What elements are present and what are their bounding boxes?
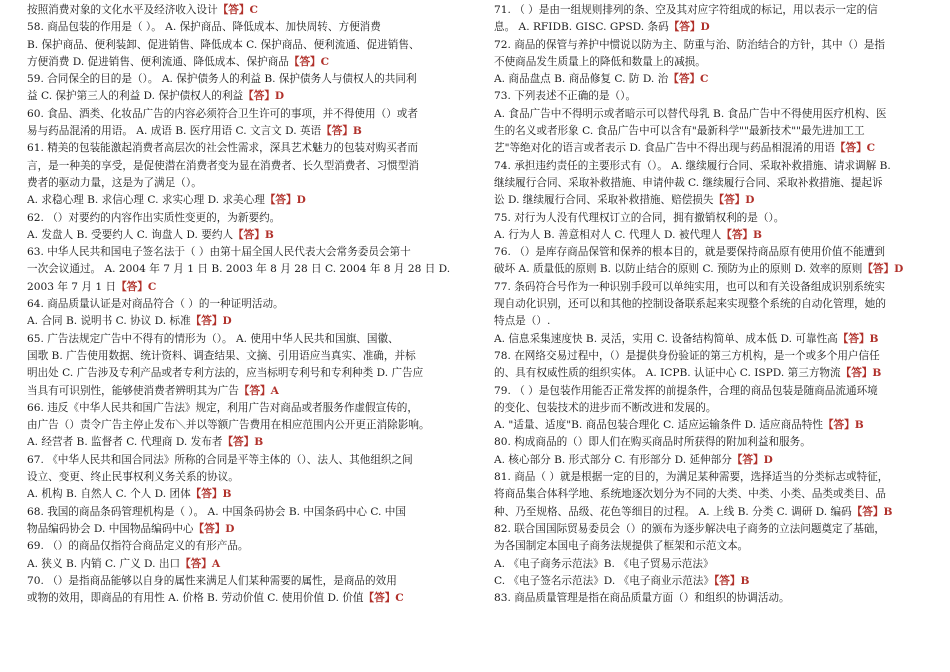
question-text: 益 C. 保护第三人的利益 D. 保护债权人的利益 <box>27 90 244 103</box>
question-text: 物品编码协会 D. 中国物品编码中心 <box>27 522 194 535</box>
question-line <box>27 2 465 19</box>
question-text: 62. （）对要约的内容作出实质性变更的，为新要约。 <box>27 211 281 224</box>
question-line <box>494 469 934 486</box>
question-text: 的、具有权威性质的组织实体。 A. ICPB. 认证中心 C. ISPD. 第三方物流 <box>494 367 841 380</box>
question-text: A. 《电子商务示范法》B. 《电子贸易示范法》 <box>494 557 714 570</box>
question-line <box>494 54 934 71</box>
question-line <box>27 140 465 157</box>
question-line <box>494 244 934 261</box>
question-text: 72. 商品的保管与养护中惯说以防为主、防重与治、防治结合的方针，其中（）是指 <box>494 38 885 51</box>
question-line <box>27 279 465 296</box>
question-line <box>494 556 934 573</box>
question-text: 继续履行合同、采取补救措施、申请仲裁 C. 继续履行合同、采取补救措施、提起诉 <box>494 176 883 189</box>
question-line <box>27 590 465 607</box>
question-text: 71. （ ）是由一组规则排列的条、空及其对应字符组成的标记，用以表示一定的信 <box>494 4 878 16</box>
question-text: 79. （ ）是包装作用能否正常发挥的前提条件，合理的商品包装是随商品流通环境 <box>494 384 878 397</box>
answer-label: 【答】C <box>363 592 404 605</box>
question-line <box>27 400 465 417</box>
question-line <box>27 538 465 555</box>
question-line <box>494 383 934 400</box>
question-line <box>27 158 465 175</box>
question-text: 按照消费对象的文化水平及经济收入设计 <box>27 4 218 16</box>
question-line <box>494 434 934 451</box>
question-line <box>494 192 934 209</box>
question-text: 66. 违反《中华人民共和国广告法》规定，利用广告对商品或者服务作虚假宣传的， <box>27 401 418 414</box>
answer-label: 【答】D <box>713 194 755 207</box>
question-text: 60. 食品、酒类、化妆品广告的内容必须符合卫生许可的事项，并不得使用（）或者 <box>27 107 418 120</box>
answer-label: 【答】B <box>190 488 232 501</box>
question-line <box>27 296 465 313</box>
question-text: 明出处 C. 广告涉及专利产品或者专利方法的，应当标明专利号和专利种类 D. 广告应 <box>27 367 424 380</box>
question-text: 77. 条码符合号作为一种识别手段可以单纯实用，也可以和有关设备组成识别系统实 <box>494 280 885 293</box>
question-line <box>27 504 465 521</box>
question-text: 70. （）是指商品能够以自身的属性来满足人们某种需要的属性，是商品的效用 <box>27 574 397 587</box>
question-line <box>27 331 465 348</box>
question-line <box>494 573 934 590</box>
question-text: 生的名义或者形象 C. 食品广告中可以含有"最新科学""最新技术""最先进加工工 <box>494 125 865 138</box>
answer-label: 【答】B <box>822 419 864 432</box>
question-line <box>494 400 934 417</box>
question-text: 68. 我国的商品条码管理机构是（ ）。 A. 中国条码协会 B. 中国条码中心 C. 中国 <box>27 505 406 518</box>
question-text: 为各国制定本国电子商务法规提供了框架和示范文本。 <box>494 540 749 553</box>
question-text: 59. 合同保全的目的是（）。 A. 保护债务人的利益 B. 保护债务人与债权人的共同利 <box>27 73 417 86</box>
question-text: 一次会议通过。 A. 2004 年 7 月 1 日 B. 2003 年 8 月 28 日 C. 2004 年 8 月 28 日 D. <box>27 263 451 276</box>
answer-label: 【答】C <box>288 55 330 68</box>
question-line <box>494 19 934 36</box>
question-text: 现自动化识别，还可以和其他的控制设备联系起来实现整个系统的自动化管理，她的 <box>494 298 886 311</box>
answer-label: 【答】D <box>668 21 710 34</box>
question-line <box>27 521 465 538</box>
question-text: 方便消费 D. 促进销售、便利流通、降低成本、保护商品 <box>27 55 289 68</box>
question-line <box>494 538 934 555</box>
question-line <box>494 452 934 469</box>
question-text: 81. 商品（ ）就是根据一定的目的，为满足某种需要，选择适当的分类标志或特征， <box>494 471 889 484</box>
question-text: 将商品集合体科学地、系统地逐次划分为不同的大类、中类、小类、品类或类目、品 <box>494 488 886 501</box>
question-line <box>27 175 465 192</box>
question-line <box>494 88 934 105</box>
question-text: 67. 《中华人民共和国合同法》所称的合同是平等主体的（）、法人、其他组织之间 <box>27 453 413 466</box>
question-text: 不使商品发生质量上的降低和数量上的减损。 <box>494 55 706 68</box>
question-text: 75. 对行为人没有代理权订立的合同，拥有撤销权利的是（）。 <box>494 211 785 224</box>
question-line <box>27 417 465 434</box>
question-line <box>494 106 934 123</box>
answer-label: 【答】D <box>264 194 306 207</box>
question-text: A. 合同 B. 说明书 C. 协议 D. 标准 <box>27 315 191 328</box>
answer-label: 【答】B <box>721 228 762 241</box>
question-text: 58. 商品包装的作用是（ ）。 A. 保护商品、降低成本、加快周转、方便消费 <box>27 21 381 34</box>
question-line <box>494 175 934 192</box>
question-line <box>494 71 934 88</box>
question-text: A. 经营者 B. 监督者 C. 代理商 D. 发布者 <box>27 436 223 449</box>
question-line <box>494 313 934 330</box>
question-line <box>27 106 465 123</box>
question-text: B. 保护商品、便利装卸、促进销售、降低成本 C. 保护商品、便利流通、促进销售、 <box>27 38 420 51</box>
question-text: 国歌 B. 广告使用数据、统计资料、调查结果、文摘、引用语应当真实、准确，并标 <box>27 349 416 362</box>
answer-label: 【答】C <box>217 4 258 16</box>
question-line <box>27 452 465 469</box>
question-text: 种、乃至规格、品级、花色等细目的过程。 A. 上线 B. 分类 C. 调研 D. 编码 <box>494 505 852 518</box>
question-line <box>27 313 465 330</box>
answer-label: 【答】D <box>193 522 235 535</box>
question-text: 破坏 A. 质量低的原则 B. 以防止结合的原则 C. 预防为止的原则 D. 效率的原则 <box>494 263 863 276</box>
question-text: 78. 在网络交易过程中，（）是提供身份验证的第三方机构，是一个或多个用户信任 <box>494 349 880 362</box>
question-text: A. 食品广告中不得明示或者暗示可以替代母乳 B. 食品广告中不得使用医疗机构、医 <box>494 107 887 120</box>
answer-label: 【答】B <box>851 505 893 518</box>
question-line <box>494 227 934 244</box>
question-text: 艺"等绝对化的语言或者表示 D. 食品广告中不得出现与药品相混淆的用语 <box>494 142 835 155</box>
answer-label: 【答】C <box>668 73 709 86</box>
question-line <box>494 348 934 365</box>
left-column <box>27 2 465 607</box>
question-text: 65. 广告法规定广告中不得有的情形为（）。 A. 使用中华人民共和国旗、国徽、 <box>27 332 399 345</box>
question-line <box>27 123 465 140</box>
answer-label: 【答】D <box>731 453 773 466</box>
question-text: 69. （）的商品仅指符合商品定义的有形产品。 <box>27 540 249 553</box>
question-line <box>27 19 465 36</box>
answer-label: 【答】A <box>180 557 221 570</box>
question-line <box>27 365 465 382</box>
question-text: 特点是（）. <box>494 315 551 328</box>
question-text: 73. 下列表述不正确的是（）。 <box>494 90 637 103</box>
question-text: 讼 D. 继续履行合同、采取补救措施、赔偿损失 <box>494 194 714 207</box>
question-line <box>494 331 934 348</box>
answer-label: 【答】B <box>840 367 882 380</box>
question-text: 83. 商品质量管理是指在商品质量方面（）和组织的协调活动。 <box>494 592 790 605</box>
question-text: 2003 年 7 月 1 日 <box>27 280 117 293</box>
question-line <box>494 417 934 434</box>
question-text: 82. 联合国国际贸易委员会（）的颁布为逐步解决电子商务的立法问题奠定了基础， <box>494 522 885 535</box>
question-line <box>27 37 465 54</box>
answer-label: 【答】B <box>233 228 274 241</box>
question-line <box>494 158 934 175</box>
question-line <box>494 486 934 503</box>
question-text: 76. （）是库存商品保管和保养的根本目的，就是要保持商品原有使用价值不能遭到 <box>494 246 885 259</box>
question-text: 易与药品混淆的用语。 A. 成语 B. 医疗用语 C. 文言文 D. 英语 <box>27 125 322 138</box>
question-line <box>494 504 934 521</box>
question-text: A. 机构 B. 自然人 C. 个人 D. 团体 <box>27 488 191 501</box>
question-text: A. 行为人 B. 善意相对人 C. 代理人 D. 被代理人 <box>494 228 722 241</box>
question-line <box>27 210 465 227</box>
question-line <box>27 434 465 451</box>
question-text: A. 狭义 B. 内销 C. 广义 D. 出口 <box>27 557 181 570</box>
answer-label: 【答】A <box>238 384 279 397</box>
question-text: A. 求稳心理 B. 求信心理 C. 求实心理 D. 求美心理 <box>27 194 265 207</box>
answer-label: 【答】C <box>834 142 876 155</box>
question-text: 设立、变更、终止民事权利义务关系的协议。 <box>27 471 239 484</box>
answer-label: 【答】C <box>116 280 157 293</box>
question-text: 言，是一种美的享受，是促使潜在消费者变为显在消费者、长久型消费者、习惯型消 <box>27 159 419 172</box>
answer-label: 【答】B <box>321 125 362 138</box>
question-text: 64. 商品质量认证是对商品符合（ ）的一种证明活动。 <box>27 298 284 311</box>
question-text: A. 发盘人 B. 受要约人 C. 询盘人 D. 要约人 <box>27 228 234 241</box>
question-text: C. 《电子签名示范法》D. 《电子商业示范法》 <box>494 574 714 587</box>
question-line <box>494 365 934 382</box>
answer-label: 【答】B <box>222 436 264 449</box>
question-line <box>494 296 934 313</box>
question-line <box>27 383 465 400</box>
question-text: A. 商品盘点 B. 商品修复 C. 防 D. 治 <box>494 73 669 86</box>
question-line <box>27 573 465 590</box>
question-line <box>27 192 465 209</box>
question-text: A. 核心部分 B. 形式部分 C. 有形部分 D. 延伸部分 <box>494 453 732 466</box>
question-line <box>27 227 465 244</box>
question-line <box>27 556 465 573</box>
question-line <box>27 261 465 278</box>
question-line <box>27 486 465 503</box>
question-text: 当具有可识别性，能够使消费者辨明其为广告 <box>27 384 239 397</box>
question-line <box>494 210 934 227</box>
question-line <box>494 123 934 140</box>
question-line <box>27 348 465 365</box>
question-line <box>27 244 465 261</box>
question-text: 或物的效用，即商品的有用性 A. 价格 B. 劳动价值 C. 使用价值 D. 价值 <box>27 592 364 605</box>
answer-label: 【答】D <box>862 263 904 276</box>
question-text: 63. 中华人民共和国电子签名法于（ ）由第十届全国人民代表大会常务委员会第十 <box>27 246 411 259</box>
question-line <box>494 590 934 607</box>
question-text: 的变化、包装技术的进步而不断改进和发展的。 <box>494 401 717 414</box>
question-line <box>494 261 934 278</box>
question-line <box>27 71 465 88</box>
question-text: A. "适量、适度"B. 商品包装合理化 C. 适应运输条件 D. 适应商品特性 <box>494 419 823 432</box>
question-line <box>494 140 934 157</box>
question-line <box>27 88 465 105</box>
question-text: 息。 A. RFIDB. GISC. GPSD. 条码 <box>494 21 669 34</box>
question-text: 61. 精美的包装能激起消费者高层次的社会性需求，深具艺术魅力的包装对购买者而 <box>27 142 418 155</box>
question-line <box>494 37 934 54</box>
question-line <box>27 469 465 486</box>
answer-label: 【答】B <box>837 332 879 345</box>
question-text: 费者的驱动力量，这是为了满足（）。 <box>27 176 202 189</box>
question-text: A. 信息采集速度快 B. 灵活，实用 C. 设备结构简单、成本低 D. 可靠性高 <box>494 332 838 345</box>
question-line <box>494 2 934 19</box>
question-line <box>494 521 934 538</box>
right-column <box>494 2 934 607</box>
answer-label: 【答】D <box>190 315 232 328</box>
question-text: 由广告（）责令广告主停止发布＼并以等额广告费用在相应范围内公开更正消除影响。 <box>27 419 430 432</box>
question-text: 74. 承担违约责任的主要形式有（）。 A. 继续履行合同、采取补救措施、请求调解 B. <box>494 159 891 172</box>
question-line <box>27 54 465 71</box>
question-line <box>494 279 934 296</box>
answer-label: 【答】D <box>243 90 285 103</box>
question-text: 80. 构成商品的（）即人们在购买商品时所获得的附加利益和服务。 <box>494 436 811 449</box>
answer-label: 【答】B <box>714 574 750 587</box>
